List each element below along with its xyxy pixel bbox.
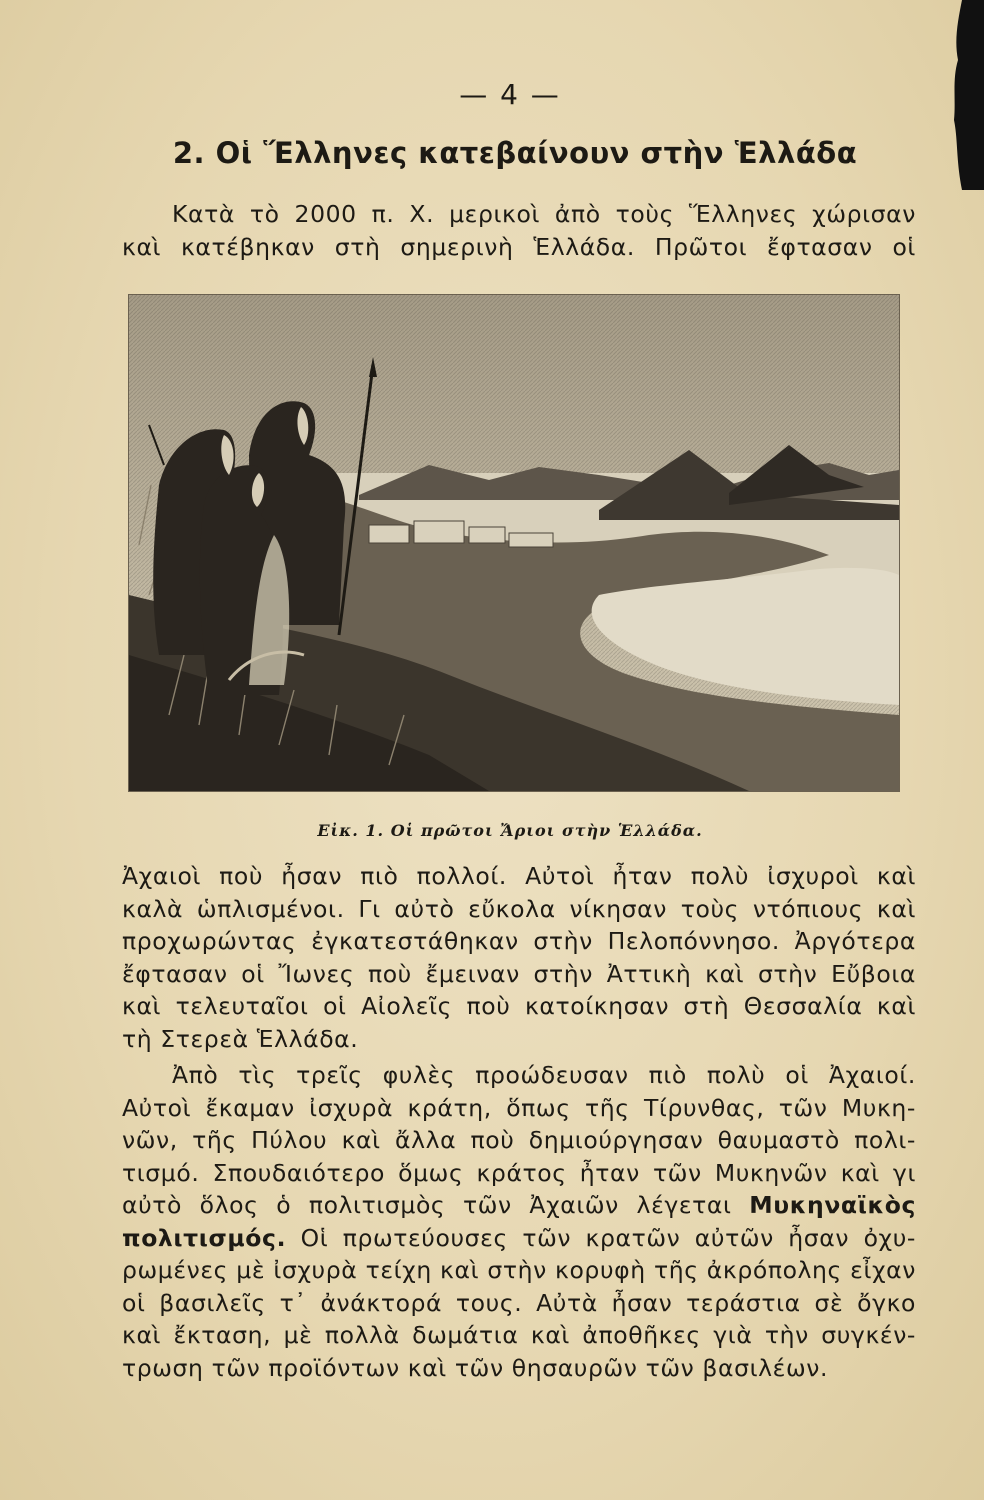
text-line: Ἀχαιοὶ ποὺ ἦσαν πιὸ πολλοί. Αὐτοὶ ἦταν πολὺ ἰσχυροὶ καὶ <box>122 862 916 890</box>
text-line: προχωρώντας ἐγκατεστάθηκαν στὴν Πελοπόννησο. Ἀργότερα <box>122 927 916 955</box>
text-line: καὶ τελευταῖοι οἱ Αἰολεῖς ποὺ κατοίκησαν στὴ Θεσσαλία καὶ <box>122 992 916 1020</box>
intro-paragraph <box>122 198 916 263</box>
text-line <box>122 1189 916 1222</box>
paragraph-1 <box>122 860 916 1055</box>
bold-term: πολιτισμός. <box>122 1223 287 1252</box>
text-line: καὶ κατέβηκαν στὴ σημερινὴ Ἑλλάδα. Πρῶτοι ἔφτασαν οἱ <box>122 232 916 261</box>
bold-term: Μυκηναϊκὸς <box>749 1191 917 1219</box>
text-line: νῶν, τῆς Πύλου καὶ ἄλλα ποὺ δημιούργησαν θαυμαστὸ πολι- <box>122 1126 916 1154</box>
text-line: ἔφτασαν οἱ Ἴωνες ποὺ ἔμειναν στὴν Ἀττικὴ καὶ στὴν Εὔβοια <box>122 959 916 988</box>
text-segment: αὐτὸ ὅλος ὁ πολιτισμὸς τῶν Ἀχαιῶν λέγεται <box>122 1191 732 1219</box>
page-number: — 4 — <box>459 78 561 111</box>
text-line: οἱ βασιλεῖς τ᾽ ἀνάκτορά τους. Αὐτὰ ἦσαν τεράστια σὲ ὄγκο <box>122 1288 916 1317</box>
text-line <box>122 1222 916 1255</box>
text-line: Ἀπὸ τὶς τρεῖς φυλὲς προώδευσαν πιὸ πολὺ οἱ Ἀχαιοί. <box>172 1061 916 1089</box>
text-line: Αὐτοὶ ἔκαμαν ἰσχυρὰ κράτη, ὅπως τῆς Τίρυνθας, τῶν Μυκη- <box>122 1093 916 1122</box>
text-line: καλὰ ὡπλισμένοι. Γι αὐτὸ εὔκολα νίκησαν τοὺς ντόπιους καὶ <box>122 894 916 923</box>
text-line: τὴ Στερεὰ Ἑλλάδα. <box>122 1024 359 1053</box>
text-line: τισμό. Σπουδαιότερο ὅμως κράτος ἦταν τῶν Μυκηνῶν καὶ γι <box>122 1158 916 1187</box>
paragraph-2 <box>122 1059 916 1384</box>
text-line: καὶ ἔκταση, μὲ πολλὰ δωμάτια καὶ ἀποθῆκες γιὰ τὴν συγκέν- <box>122 1321 916 1349</box>
text-line: Κατὰ τὸ 2000 π. Χ. μερικοὶ ἀπὸ τοὺς Ἕλληνες χώρισαν <box>172 200 916 228</box>
text-line: ρωμένες μὲ ἰσχυρὰ τείχη καὶ στὴν κορυφὴ τῆς ἀκρόπολης εἶχαν <box>122 1256 916 1284</box>
text-segment: Οἱ πρωτεύουσες τῶν κρατῶν αὐτῶν ἦσαν ὀχυ- <box>300 1223 916 1252</box>
chapter-title: 2. Οἱ Ἕλληνες κατεβαίνουν στὴν Ἑλλάδα <box>172 136 858 170</box>
figure-illustration <box>128 294 900 792</box>
figure-caption: Εἰκ. 1. Οἱ πρῶτοι Ἄριοι στὴν Ἑλλάδα. <box>317 821 703 840</box>
illustration-image <box>129 295 899 791</box>
text-line: τρωση τῶν προϊόντων καὶ τῶν θησαυρῶν τῶν βασιλέων. <box>122 1353 829 1382</box>
